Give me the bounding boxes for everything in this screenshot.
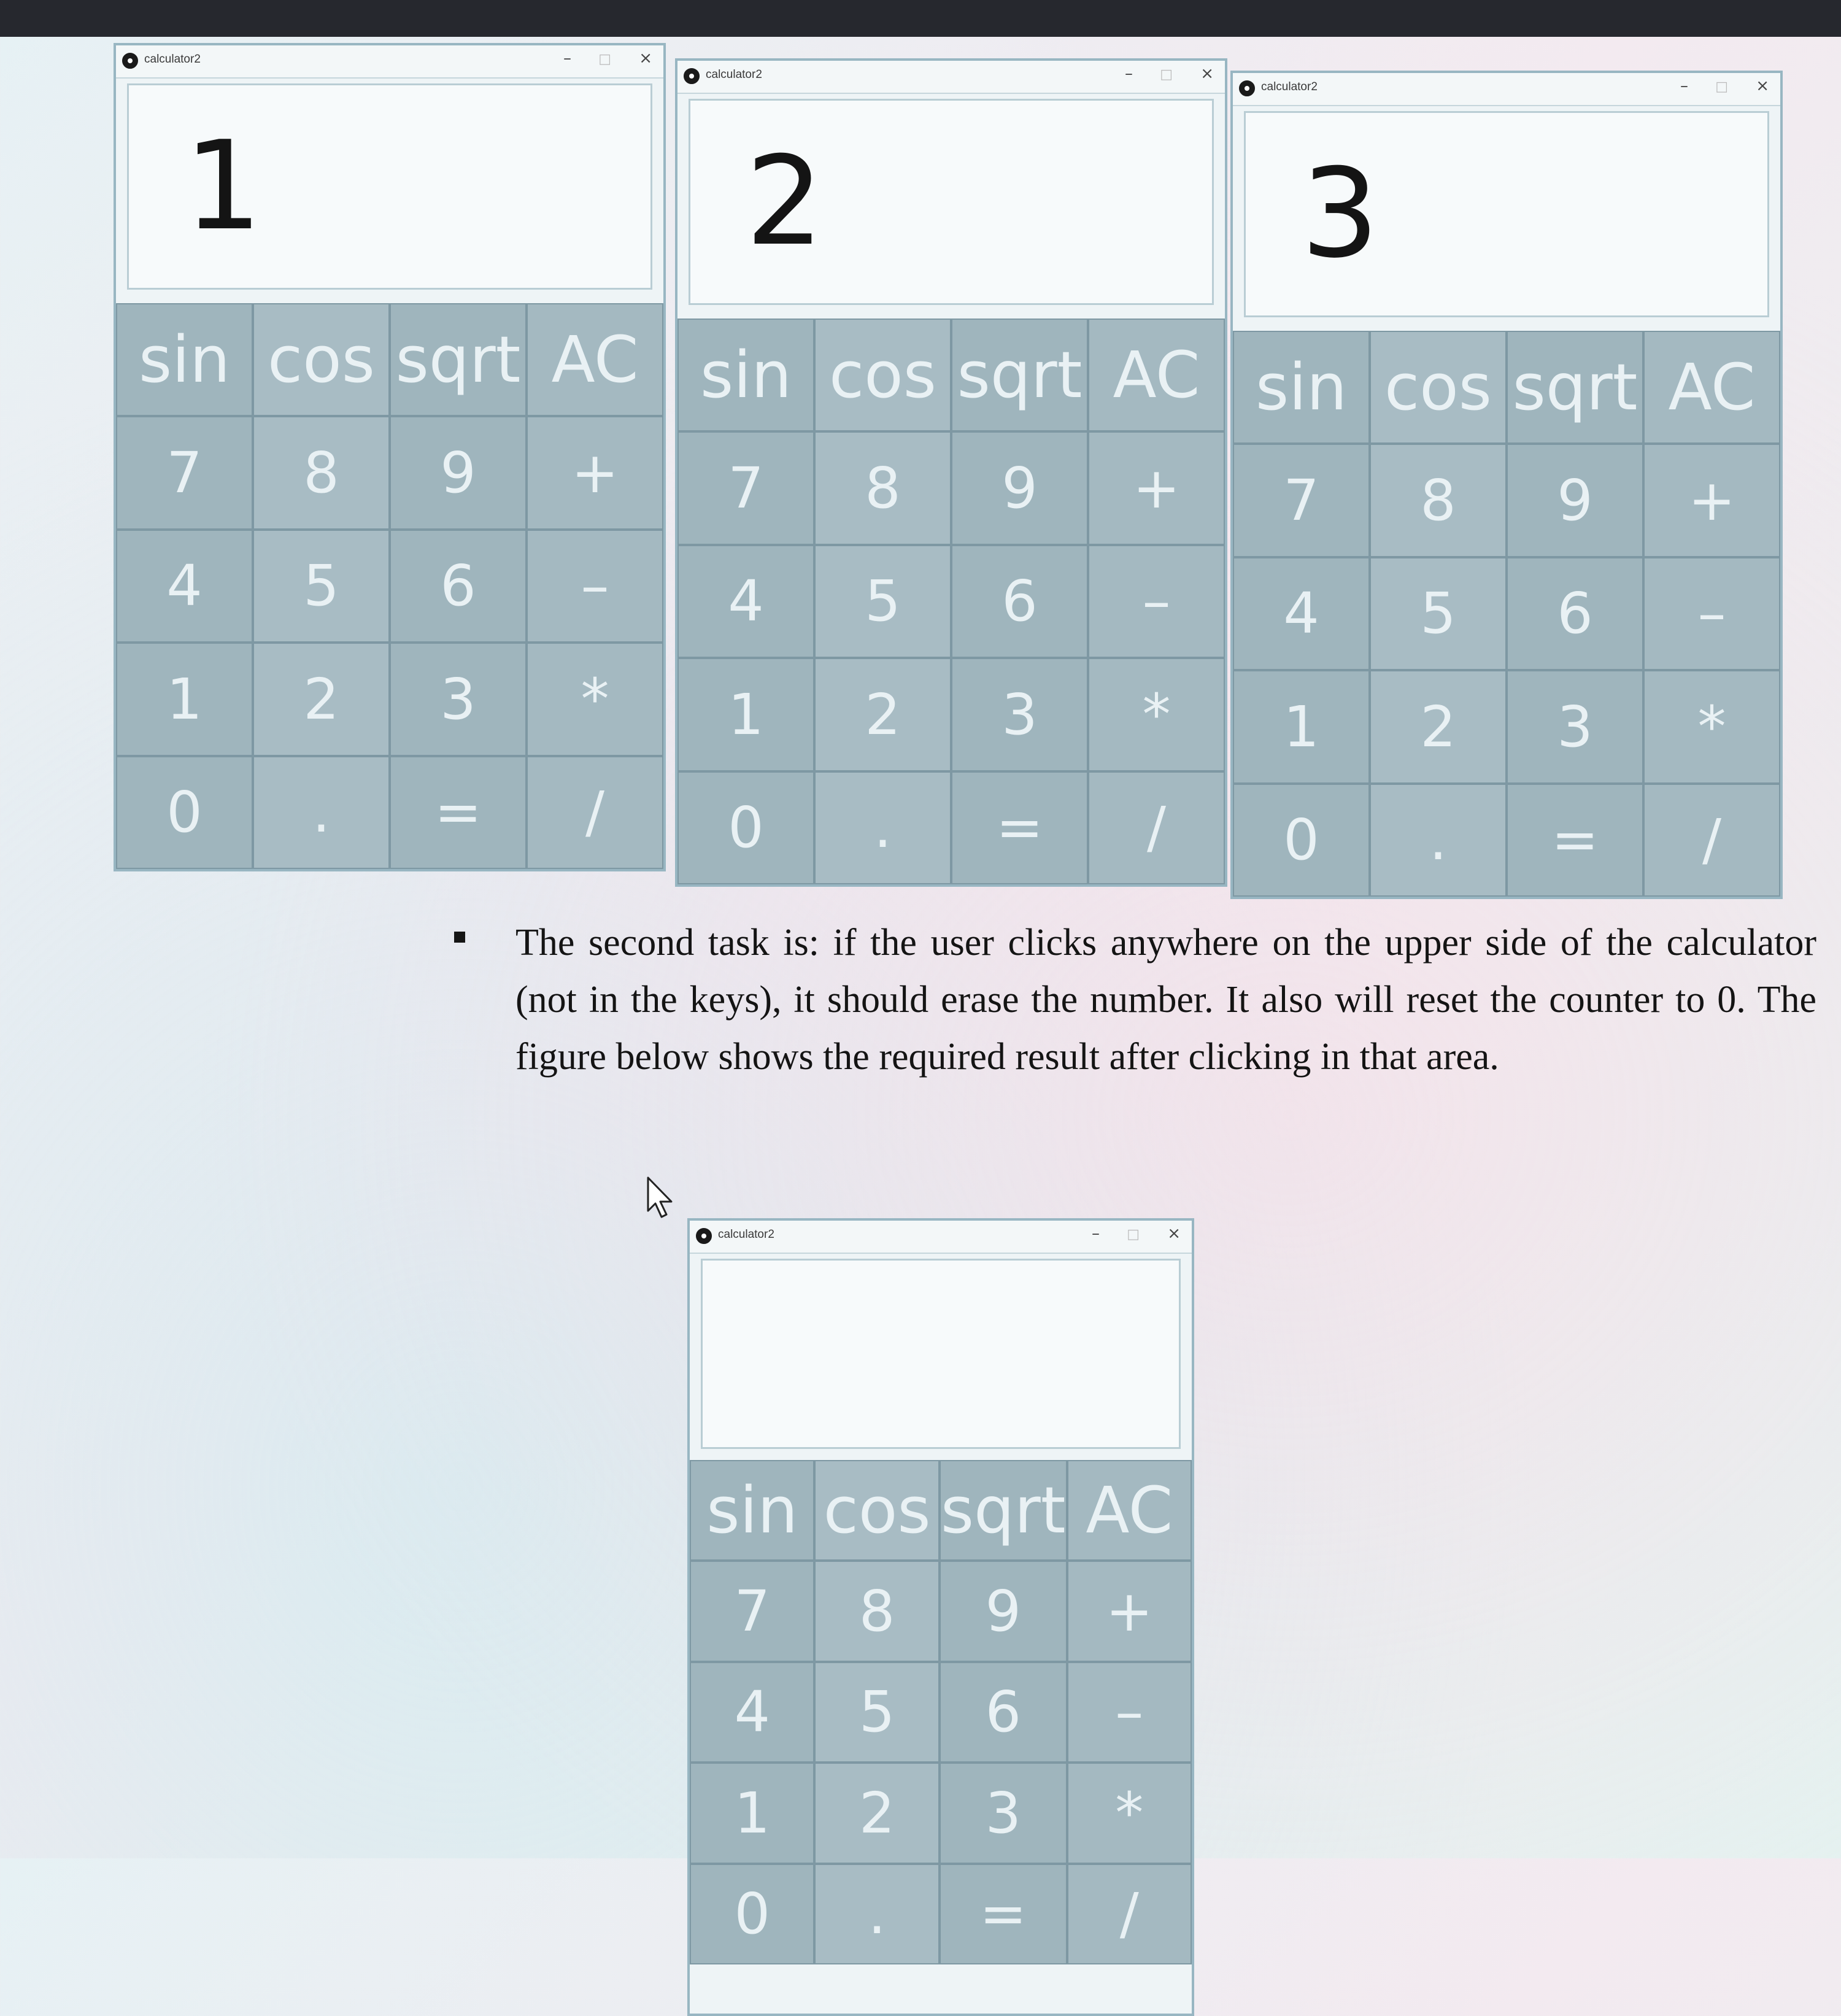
key-cos[interactable]: cos: [1370, 331, 1507, 444]
maximize-button[interactable]: □: [598, 52, 611, 67]
key-8[interactable]: 8: [253, 416, 390, 529]
minimize-button[interactable]: –: [563, 49, 571, 68]
calculator-window-3: [1230, 71, 1783, 899]
key-3[interactable]: 3: [940, 1763, 1067, 1863]
key-9[interactable]: 9: [940, 1561, 1067, 1661]
display-value: 1: [184, 115, 263, 258]
window-title: calculator2: [706, 68, 762, 81]
key-8[interactable]: 8: [814, 1561, 939, 1661]
key-2[interactable]: 2: [814, 1763, 939, 1863]
display-value: 3: [1301, 142, 1380, 285]
calculator-display[interactable]: [1244, 111, 1769, 317]
window-title: calculator2: [144, 53, 201, 66]
key-cos[interactable]: cos: [814, 319, 951, 431]
keypad: [677, 319, 1225, 884]
key-decimal[interactable]: .: [253, 756, 390, 869]
key-sqrt[interactable]: sqrt: [940, 1460, 1067, 1561]
key-minus[interactable]: –: [1643, 557, 1780, 670]
key-equals[interactable]: =: [1507, 784, 1643, 897]
key-multiply[interactable]: *: [527, 643, 663, 755]
title-bar[interactable]: [690, 1221, 1192, 1254]
key-7[interactable]: 7: [1233, 444, 1370, 557]
display-value: 2: [746, 130, 824, 273]
close-button[interactable]: ×: [1756, 77, 1769, 95]
square-bullet-icon: [454, 932, 465, 943]
title-bar[interactable]: [116, 45, 663, 79]
key-6[interactable]: 6: [940, 1662, 1067, 1763]
calculator-window-2: [675, 58, 1227, 887]
key-8[interactable]: 8: [814, 431, 951, 544]
key-sin[interactable]: sin: [690, 1460, 814, 1561]
key-minus[interactable]: –: [527, 530, 663, 643]
app-icon: [684, 68, 700, 84]
key-sqrt[interactable]: sqrt: [390, 303, 527, 416]
key-equals[interactable]: =: [390, 756, 527, 869]
key-sin[interactable]: sin: [116, 303, 253, 416]
mouse-cursor-icon: [646, 1175, 676, 1219]
key-equals[interactable]: =: [940, 1864, 1067, 1964]
key-plus[interactable]: +: [527, 416, 663, 529]
app-icon: [1239, 80, 1255, 96]
key-1[interactable]: 1: [690, 1763, 814, 1863]
key-3[interactable]: 3: [951, 658, 1088, 771]
title-bar[interactable]: [1233, 73, 1780, 106]
key-9[interactable]: 9: [951, 431, 1088, 544]
keypad: [1233, 331, 1780, 897]
key-clear[interactable]: AC: [1067, 1460, 1192, 1561]
key-8[interactable]: 8: [1370, 444, 1507, 557]
key-divide[interactable]: /: [1067, 1864, 1192, 1964]
app-icon: [122, 53, 138, 69]
key-2[interactable]: 2: [1370, 670, 1507, 783]
app-icon: [696, 1228, 712, 1244]
key-divide[interactable]: /: [1088, 771, 1225, 884]
key-multiply[interactable]: *: [1067, 1763, 1192, 1863]
minimize-button[interactable]: –: [1680, 77, 1688, 95]
close-button[interactable]: ×: [1200, 64, 1214, 83]
key-decimal[interactable]: .: [814, 1864, 939, 1964]
key-6[interactable]: 6: [951, 545, 1088, 658]
key-minus[interactable]: –: [1067, 1662, 1192, 1763]
key-0[interactable]: 0: [677, 771, 814, 884]
key-multiply[interactable]: *: [1088, 658, 1225, 771]
window-title: calculator2: [718, 1228, 774, 1241]
key-0[interactable]: 0: [116, 756, 253, 869]
minimize-button[interactable]: –: [1092, 1224, 1100, 1243]
key-decimal[interactable]: .: [814, 771, 951, 884]
key-plus[interactable]: +: [1643, 444, 1780, 557]
key-5[interactable]: 5: [814, 545, 951, 658]
key-1[interactable]: 1: [677, 658, 814, 771]
key-5[interactable]: 5: [253, 530, 390, 643]
key-sqrt[interactable]: sqrt: [1507, 331, 1643, 444]
key-1[interactable]: 1: [1233, 670, 1370, 783]
minimize-button[interactable]: –: [1125, 64, 1133, 83]
calculator-display[interactable]: [689, 99, 1214, 305]
key-clear[interactable]: AC: [527, 303, 663, 416]
key-2[interactable]: 2: [814, 658, 951, 771]
key-sqrt[interactable]: sqrt: [951, 319, 1088, 431]
key-decimal[interactable]: .: [1370, 784, 1507, 897]
key-9[interactable]: 9: [390, 416, 527, 529]
key-7[interactable]: 7: [677, 431, 814, 544]
key-cos[interactable]: cos: [253, 303, 390, 416]
key-minus[interactable]: –: [1088, 545, 1225, 658]
keypad: [116, 303, 663, 869]
close-button[interactable]: ×: [1167, 1224, 1181, 1243]
key-plus[interactable]: +: [1067, 1561, 1192, 1661]
close-button[interactable]: ×: [639, 49, 652, 68]
calculator-display[interactable]: [127, 83, 652, 290]
key-6[interactable]: 6: [390, 530, 527, 643]
key-3[interactable]: 3: [390, 643, 527, 755]
key-7[interactable]: 7: [116, 416, 253, 529]
key-2[interactable]: 2: [253, 643, 390, 755]
key-sin[interactable]: sin: [1233, 331, 1370, 444]
key-equals[interactable]: =: [951, 771, 1088, 884]
maximize-button[interactable]: □: [1160, 67, 1173, 82]
task-description: The second task is: if the user clicks anywhere on the upper side of the calculator (not in the keys), it should erase the number. It also will reset the counter to 0. The figure below shows the required result after clicking in that area.: [515, 922, 1816, 1078]
key-clear[interactable]: AC: [1643, 331, 1780, 444]
keypad: [690, 1460, 1192, 1964]
key-cos[interactable]: cos: [814, 1460, 939, 1561]
key-7[interactable]: 7: [690, 1561, 814, 1661]
calculator-window-cleared: [687, 1218, 1194, 2016]
key-divide[interactable]: /: [527, 756, 663, 869]
key-divide[interactable]: /: [1643, 784, 1780, 897]
window-title: calculator2: [1261, 80, 1318, 93]
key-0[interactable]: 0: [690, 1864, 814, 1964]
title-bar[interactable]: [677, 61, 1225, 94]
key-sin[interactable]: sin: [677, 319, 814, 431]
key-4[interactable]: 4: [1233, 557, 1370, 670]
key-clear[interactable]: AC: [1088, 319, 1225, 431]
calculator-display[interactable]: [701, 1259, 1181, 1449]
key-4[interactable]: 4: [690, 1662, 814, 1763]
key-9[interactable]: 9: [1507, 444, 1643, 557]
key-multiply[interactable]: *: [1643, 670, 1780, 783]
maximize-button[interactable]: □: [1127, 1227, 1140, 1242]
key-6[interactable]: 6: [1507, 557, 1643, 670]
key-4[interactable]: 4: [677, 545, 814, 658]
key-plus[interactable]: +: [1088, 431, 1225, 544]
calculator-window-1: [114, 43, 666, 871]
key-1[interactable]: 1: [116, 643, 253, 755]
maximize-button[interactable]: □: [1715, 79, 1728, 95]
key-5[interactable]: 5: [814, 1662, 939, 1763]
key-5[interactable]: 5: [1370, 557, 1507, 670]
key-0[interactable]: 0: [1233, 784, 1370, 897]
screen-top-bezel: [0, 0, 1841, 37]
key-4[interactable]: 4: [116, 530, 253, 643]
key-3[interactable]: 3: [1507, 670, 1643, 783]
